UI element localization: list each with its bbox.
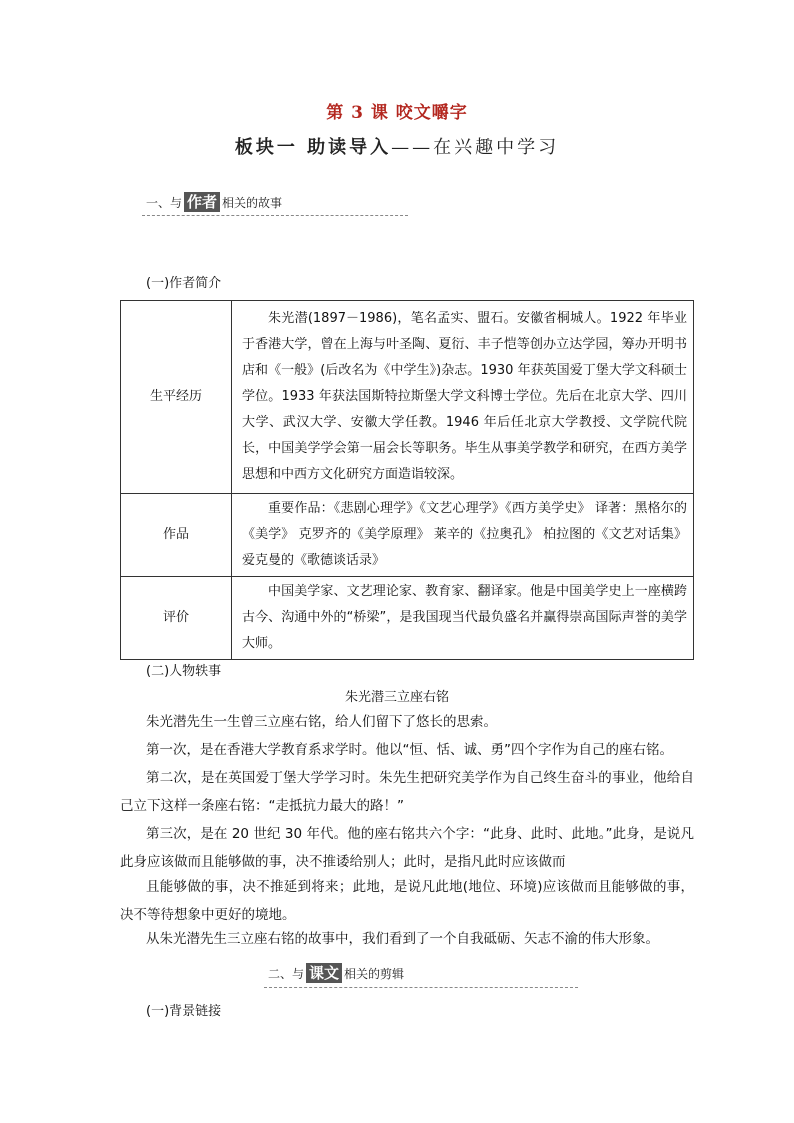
section-heading-suffix: 相关的剪辑 bbox=[344, 966, 405, 981]
story-paragraph: 朱光潜先生一生曾三立座右铭，给人们留下了悠长的思索。 bbox=[146, 714, 497, 730]
section-divider bbox=[142, 215, 408, 216]
story-paragraph: 第三次，是在 20 世纪 30 年代。他的座右铭共六个字：“此身、此时、此地。”此身，是说凡此身应该做而且能够做的事，决不推诿给别人；此时，是指凡此时应该做而 bbox=[120, 826, 694, 870]
story-paragraph: 从朱光潜先生三立座右铭的故事中，我们看到了一个自我砥砺、矢志不渝的伟大形象。 bbox=[146, 931, 659, 947]
background-label: (一)背景链接 bbox=[146, 1004, 222, 1019]
section-divider bbox=[264, 987, 578, 988]
table-row bbox=[121, 301, 694, 494]
story-title: 朱光潜三立座右铭 bbox=[344, 690, 449, 705]
lesson-title: 第 3 课 咬文嚼字 bbox=[326, 103, 468, 123]
subtitle-main: 板块一 助读导入 bbox=[234, 137, 392, 158]
table-row bbox=[121, 494, 694, 577]
row-value: 重要作品：《悲剧心理学》《文艺心理学》《西方美学史》 译著：黑格尔的《美学》 克罗齐的《美学原理》 莱辛的《拉奥孔》 柏拉图的《文艺对话集》 爱克曼的《歌德谈话录》 bbox=[232, 494, 694, 577]
section-heading-badge: 课文 bbox=[306, 963, 342, 983]
section-heading-badge: 作者 bbox=[184, 192, 220, 212]
section-subtitle bbox=[0, 133, 794, 159]
row-key: 评价 bbox=[121, 577, 232, 660]
row-value: 朱光潜(1897－1986)，笔名孟实、盟石。安徽省桐城人。1922 年毕业于香港大学，曾在上海与叶圣陶、夏衍、丰子恺等创办立达学园，筹办开明书店和《一般》(后改名为《中学生》)杂志。1930 年获英国爱丁堡大学文科硕士学位。1933 年获法国斯特拉斯堡大学文科博士学位。先后在北京大学、四川大学、武汉大学、安徽大学任教。1946 年后任北京大学教授、文学院代院长，中国美学学会第一届会长等职务。毕生从事美学教学和研究，在西方美学思想和中西方文化研究方面造诣较深。 bbox=[232, 301, 694, 494]
story-paragraph: 第二次，是在英国爱丁堡大学学习时。朱先生把研究美学作为自己终生奋斗的事业，他给自己立下这样一条座右铭：“走抵抗力最大的路！” bbox=[120, 770, 694, 814]
section-heading-suffix: 相关的故事 bbox=[222, 195, 283, 210]
section-heading-text bbox=[268, 963, 404, 983]
row-key: 作品 bbox=[121, 494, 232, 577]
section-heading-prefix: 一、与 bbox=[146, 195, 183, 210]
story-paragraph: 且能够做的事，决不推延到将来；此地，是说凡此地(地位、环境)应该做而且能够做的事，决不等待想象中更好的境地。 bbox=[120, 879, 694, 923]
table-row bbox=[121, 577, 694, 660]
section-heading-prefix: 二、与 bbox=[268, 966, 305, 981]
section-heading-author bbox=[146, 192, 282, 212]
row-key: 生平经历 bbox=[121, 301, 232, 494]
author-info-table bbox=[120, 300, 694, 660]
author-intro-label: (一)作者简介 bbox=[146, 276, 222, 291]
row-value: 中国美学家、文艺理论家、教育家、翻译家。他是中国美学史上一座横跨古今、沟通中外的“桥梁”，是我国现当代最负盛名并赢得崇高国际声誉的美学大师。 bbox=[232, 577, 694, 660]
anecdote-label: (二)人物轶事 bbox=[146, 664, 222, 679]
subtitle-tail: ——在兴趣中学习 bbox=[391, 137, 560, 158]
story-paragraph: 第一次，是在香港大学教育系求学时。他以“恒、恬、诚、勇”四个字作为自己的座右铭。 bbox=[146, 742, 673, 758]
